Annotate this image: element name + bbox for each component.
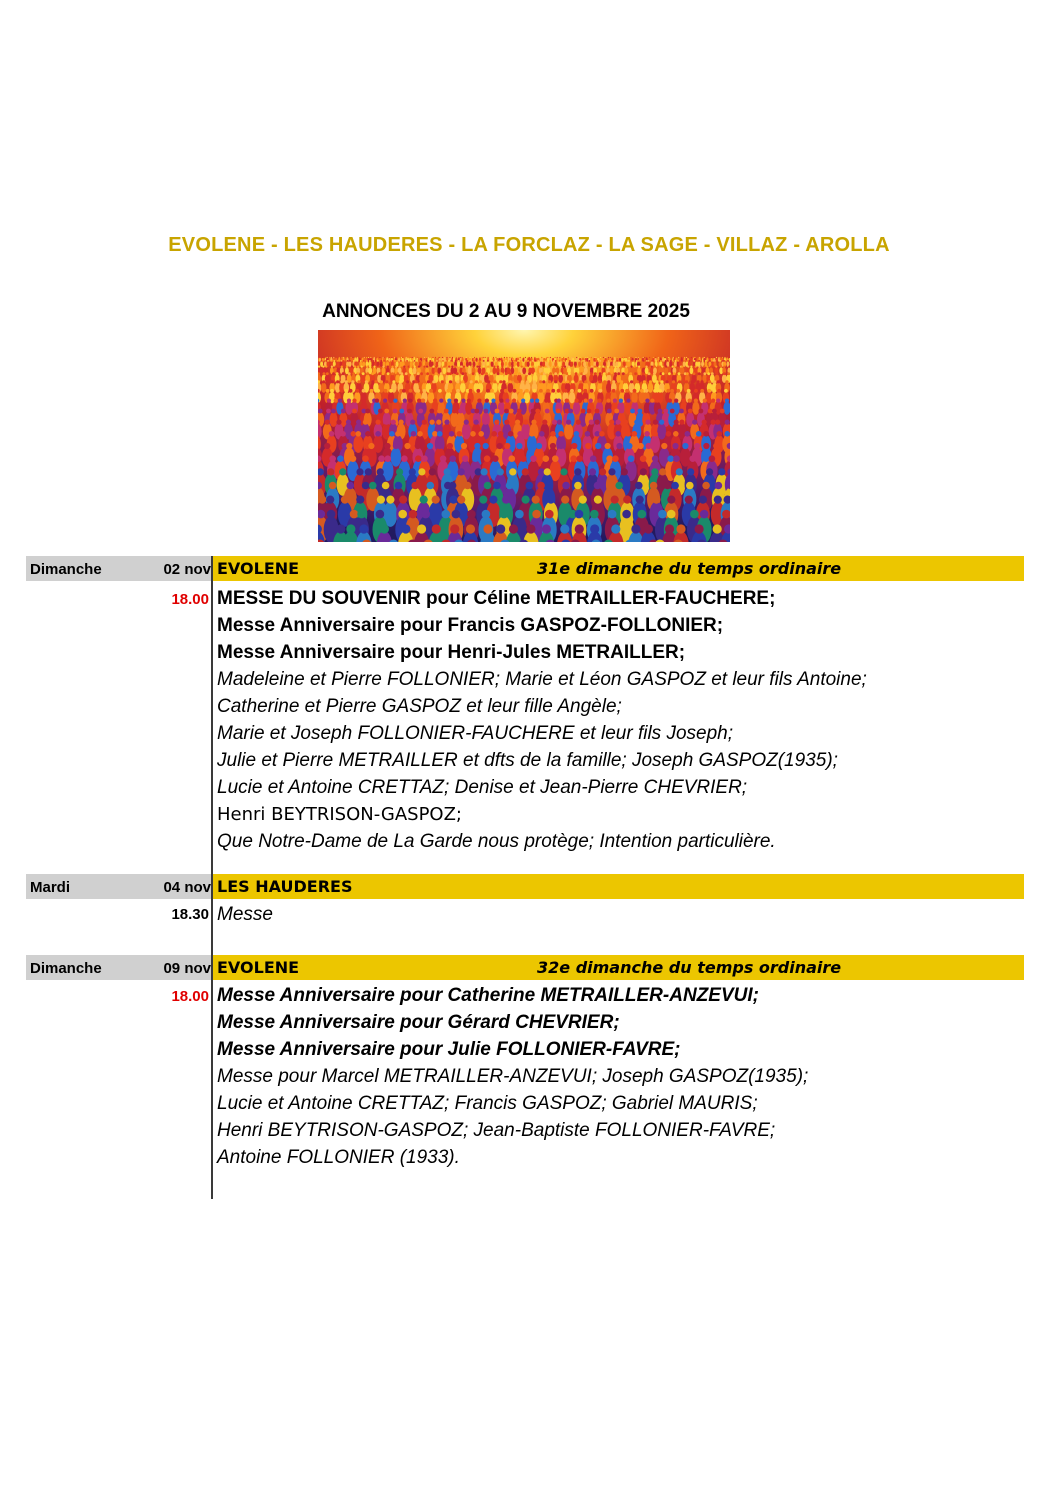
day-cell — [26, 874, 211, 899]
place-band — [213, 556, 1024, 581]
page-title: ANNONCES DU 2 AU 9 NOVEMBRE 2025 — [322, 301, 690, 322]
intention-line: Lucie et Antoine CRETTAZ; Denise et Jean-Pierre CHEVRIER; — [217, 777, 748, 798]
intention-line: Messe — [217, 904, 273, 925]
day-name: Dimanche — [30, 960, 102, 977]
day-date: 09 nov — [163, 960, 211, 977]
intention-line: Messe pour Marcel METRAILLER-ANZEVUI; Joseph GASPOZ(1935); — [217, 1066, 809, 1087]
mass-time: 18.30 — [171, 906, 209, 923]
intention-list — [217, 585, 867, 855]
intention-line: Messe Anniversaire pour Gérard CHEVRIER; — [217, 1012, 620, 1033]
intention-line: Madeleine et Pierre FOLLONIER; Marie et Léon GASPOZ et leur fils Antoine; — [217, 669, 867, 690]
intention-line: Messe Anniversaire pour Catherine METRAILLER-ANZEVUI; — [217, 985, 759, 1006]
intention-line: Catherine et Pierre GASPOZ et leur fille Angèle; — [217, 696, 622, 717]
intention-line: Que Notre-Dame de La Garde nous protège; Intention particulière. — [217, 831, 776, 852]
intention-line: Antoine FOLLONIER (1933). — [217, 1147, 460, 1168]
intention-line: Julie et Pierre METRAILLER et dfts de la famille; Joseph GASPOZ(1935); — [217, 750, 838, 771]
intention-line: Messe Anniversaire pour Julie FOLLONIER-FAVRE; — [217, 1039, 681, 1060]
place-name: EVOLENE — [217, 958, 300, 977]
day-header — [26, 955, 1024, 980]
intention-line: Lucie et Antoine CRETTAZ; Francis GASPOZ; Gabriel MAURIS; — [217, 1093, 758, 1114]
mass-time: 18.00 — [171, 591, 209, 608]
place-band — [213, 874, 1024, 899]
intention-list — [217, 982, 808, 1171]
liturgical-day: 31e dimanche du temps ordinaire — [537, 559, 842, 578]
intention-line: Henri BEYTRISON-GASPOZ; Jean-Baptiste FOLLONIER-FAVRE; — [217, 1120, 776, 1141]
day-date: 04 nov — [163, 879, 211, 896]
day-header — [26, 556, 1024, 581]
crowd-painting-image — [318, 330, 730, 542]
day-cell — [26, 955, 211, 980]
place-name: EVOLENE — [217, 559, 300, 578]
day-cell — [26, 556, 211, 581]
day-name: Mardi — [30, 879, 71, 896]
intention-list — [217, 901, 273, 928]
day-date: 02 nov — [163, 561, 211, 578]
day-header — [26, 874, 1024, 899]
parish-list: EVOLENE - LES HAUDERES - LA FORCLAZ - LA SAGE - VILLAZ - AROLLA — [168, 234, 890, 256]
intention-line: Henri BEYTRISON-GASPOZ; — [217, 804, 462, 825]
intention-line: Messe Anniversaire pour Henri-Jules METRAILLER; — [217, 642, 686, 663]
place-band — [213, 955, 1024, 980]
mass-time: 18.00 — [171, 988, 209, 1005]
intention-line: MESSE DU SOUVENIR pour Céline METRAILLER-FAUCHERE; — [217, 588, 776, 609]
liturgical-day: 32e dimanche du temps ordinaire — [537, 958, 842, 977]
day-name: Dimanche — [30, 561, 102, 578]
intention-line: Marie et Joseph FOLLONIER-FAUCHERE et leur fils Joseph; — [217, 723, 733, 744]
intention-line: Messe Anniversaire pour Francis GASPOZ-FOLLONIER; — [217, 615, 724, 636]
place-name: LES HAUDERES — [217, 877, 353, 896]
